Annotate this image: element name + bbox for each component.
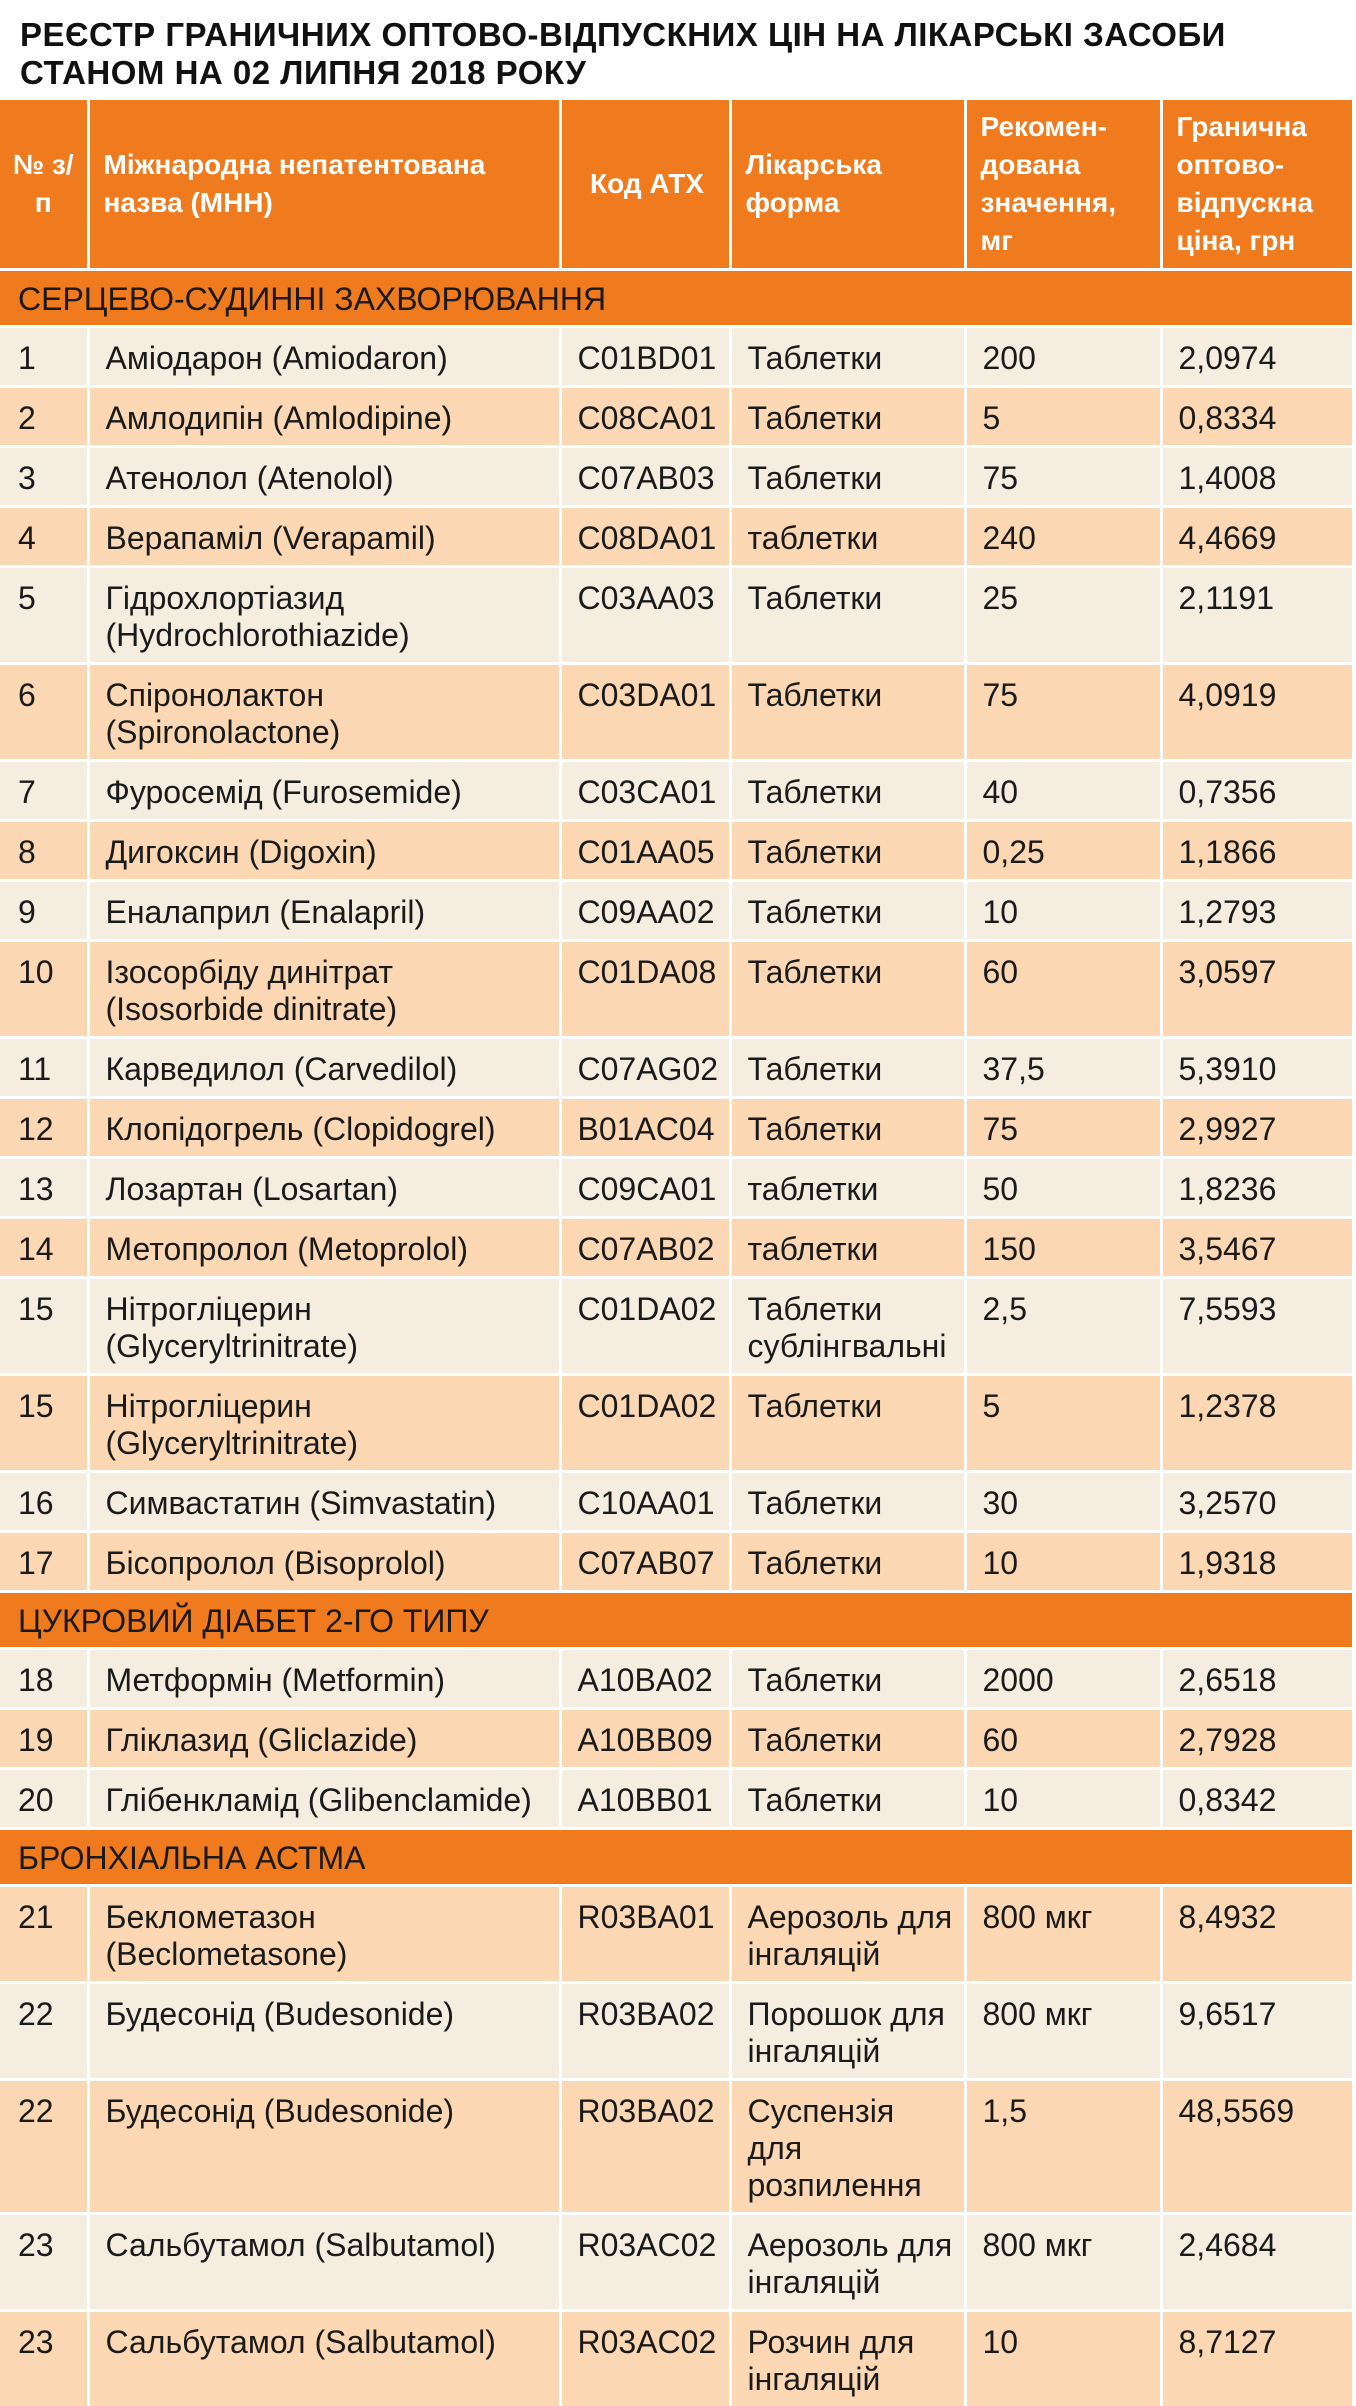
section-title: БРОНХІАЛЬНА АСТМА [0, 1829, 1352, 1886]
cell-form: Таблетки [730, 1769, 965, 1829]
cell-form: Таблетки [730, 567, 965, 664]
table-row [0, 1158, 1352, 1218]
cell-atc: C07AB02 [560, 1218, 730, 1278]
cell-dose: 800 мкг [965, 2214, 1161, 2311]
cell-atc: R03AC02 [560, 2214, 730, 2311]
table-row [0, 1375, 1352, 1472]
cell-form: Таблетки [730, 761, 965, 821]
cell-dose: 0,25 [965, 821, 1161, 881]
cell-form: Порошок для інгаляцій [730, 1983, 965, 2080]
cell-form: Розчин для інгаляцій [730, 2311, 965, 2406]
cell-name: Фуросемід (Furosemide) [88, 761, 560, 821]
cell-dose: 40 [965, 761, 1161, 821]
cell-dose: 10 [965, 881, 1161, 941]
cell-num: 15 [0, 1278, 88, 1375]
cell-price: 1,9318 [1161, 1532, 1352, 1592]
table-row [0, 447, 1352, 507]
table-header [0, 100, 1352, 270]
cell-atc: R03AC02 [560, 2311, 730, 2406]
section-title: СЕРЦЕВО-СУДИННІ ЗАХВОРЮВАННЯ [0, 270, 1352, 327]
cell-dose: 60 [965, 1709, 1161, 1769]
table-row [0, 1649, 1352, 1709]
table-row [0, 2311, 1352, 2406]
cell-name: Еналаприл (Enalapril) [88, 881, 560, 941]
cell-num: 18 [0, 1649, 88, 1709]
table-row [0, 507, 1352, 567]
table-row [0, 1472, 1352, 1532]
table-row [0, 1886, 1352, 1983]
cell-atc: A10BA02 [560, 1649, 730, 1709]
table-row [0, 1098, 1352, 1158]
cell-form: Таблетки сублінгвальні [730, 1278, 965, 1375]
cell-dose: 60 [965, 941, 1161, 1038]
cell-num: 15 [0, 1375, 88, 1472]
cell-price: 3,5467 [1161, 1218, 1352, 1278]
cell-price: 1,1866 [1161, 821, 1352, 881]
header-form: Лікарська форма [730, 100, 965, 270]
header-name: Міжнародна непатентована назва (МНН) [88, 100, 560, 270]
cell-num: 16 [0, 1472, 88, 1532]
table-row [0, 1983, 1352, 2080]
cell-num: 20 [0, 1769, 88, 1829]
cell-name: Будесонід (Budesonide) [88, 1983, 560, 2080]
cell-price: 9,6517 [1161, 1983, 1352, 2080]
table-row [0, 1532, 1352, 1592]
cell-atc: C09AA02 [560, 881, 730, 941]
section-title: ЦУКРОВИЙ ДІАБЕТ 2-ГО ТИПУ [0, 1592, 1352, 1649]
cell-name: Будесонід (Budesonide) [88, 2080, 560, 2214]
cell-form: Суспензія для розпилення [730, 2080, 965, 2214]
cell-price: 2,9927 [1161, 1098, 1352, 1158]
cell-name: Верапаміл (Verapamil) [88, 507, 560, 567]
table-row [0, 1038, 1352, 1098]
cell-name: Сальбутамол (Salbutamol) [88, 2214, 560, 2311]
cell-atc: A10BB09 [560, 1709, 730, 1769]
price-register-table [0, 100, 1352, 2406]
cell-dose: 50 [965, 1158, 1161, 1218]
cell-num: 22 [0, 1983, 88, 2080]
cell-name: Глібенкламід (Glibenclamide) [88, 1769, 560, 1829]
cell-num: 1 [0, 327, 88, 387]
cell-dose: 2000 [965, 1649, 1161, 1709]
cell-name: Гідрохлортіазид (Hydrochlorothiazide) [88, 567, 560, 664]
cell-form: Таблетки [730, 447, 965, 507]
cell-atc: C03CA01 [560, 761, 730, 821]
cell-atc: A10BB01 [560, 1769, 730, 1829]
cell-name: Метформін (Metformin) [88, 1649, 560, 1709]
cell-dose: 150 [965, 1218, 1161, 1278]
cell-name: Гліклазид (Gliclazide) [88, 1709, 560, 1769]
table-row [0, 821, 1352, 881]
cell-name: Беклометазон (Beclometasone) [88, 1886, 560, 1983]
cell-form: Таблетки [730, 881, 965, 941]
table-row [0, 664, 1352, 761]
cell-atc: C01AA05 [560, 821, 730, 881]
cell-atc: C03AA03 [560, 567, 730, 664]
cell-form: Таблетки [730, 941, 965, 1038]
cell-price: 0,7356 [1161, 761, 1352, 821]
cell-atc: C03DA01 [560, 664, 730, 761]
cell-dose: 5 [965, 387, 1161, 447]
cell-dose: 800 мкг [965, 1983, 1161, 2080]
table-row [0, 1218, 1352, 1278]
table-row [0, 2214, 1352, 2311]
cell-name: Симвастатин (Simvastatin) [88, 1472, 560, 1532]
cell-num: 5 [0, 567, 88, 664]
cell-form: таблетки [730, 1218, 965, 1278]
cell-form: Таблетки [730, 327, 965, 387]
cell-form: Таблетки [730, 1098, 965, 1158]
table-row [0, 941, 1352, 1038]
table-row [0, 1278, 1352, 1375]
cell-num: 14 [0, 1218, 88, 1278]
table-row [0, 2080, 1352, 2214]
table-row [0, 761, 1352, 821]
cell-num: 19 [0, 1709, 88, 1769]
cell-atc: R03BA01 [560, 1886, 730, 1983]
cell-num: 2 [0, 387, 88, 447]
cell-dose: 200 [965, 327, 1161, 387]
cell-form: Таблетки [730, 1375, 965, 1472]
page-title [20, 16, 1336, 92]
cell-price: 3,2570 [1161, 1472, 1352, 1532]
cell-atc: C08CA01 [560, 387, 730, 447]
cell-name: Бісопролол (Bisoprolol) [88, 1532, 560, 1592]
cell-price: 8,4932 [1161, 1886, 1352, 1983]
cell-dose: 10 [965, 2311, 1161, 2406]
table-row [0, 881, 1352, 941]
cell-form: Таблетки [730, 1532, 965, 1592]
cell-atc: R03BA02 [560, 2080, 730, 2214]
cell-name: Атенолол (Atenolol) [88, 447, 560, 507]
cell-num: 10 [0, 941, 88, 1038]
cell-name: Спіронолактон (Spironolactone) [88, 664, 560, 761]
cell-dose: 2,5 [965, 1278, 1161, 1375]
cell-price: 4,4669 [1161, 507, 1352, 567]
cell-name: Дигоксин (Digoxin) [88, 821, 560, 881]
cell-price: 1,2793 [1161, 881, 1352, 941]
cell-price: 1,2378 [1161, 1375, 1352, 1472]
cell-dose: 10 [965, 1769, 1161, 1829]
section-row [0, 270, 1352, 327]
cell-form: таблетки [730, 507, 965, 567]
cell-dose: 75 [965, 664, 1161, 761]
title-line-1: РЕЄСТР ГРАНИЧНИХ ОПТОВО-ВІДПУСКНИХ ЦІН НА ЛІКАРСЬКІ ЗАСОБИ [20, 16, 1336, 54]
cell-num: 3 [0, 447, 88, 507]
cell-num: 21 [0, 1886, 88, 1983]
cell-dose: 75 [965, 1098, 1161, 1158]
cell-num: 23 [0, 2214, 88, 2311]
cell-num: 11 [0, 1038, 88, 1098]
cell-dose: 5 [965, 1375, 1161, 1472]
cell-price: 7,5593 [1161, 1278, 1352, 1375]
cell-dose: 37,5 [965, 1038, 1161, 1098]
cell-price: 2,7928 [1161, 1709, 1352, 1769]
cell-atc: C01DA02 [560, 1375, 730, 1472]
cell-num: 7 [0, 761, 88, 821]
header-price: Гранична оптово-відпускна ціна, грн [1161, 100, 1352, 270]
cell-num: 23 [0, 2311, 88, 2406]
cell-atc: C01DA08 [560, 941, 730, 1038]
cell-atc: B01AC04 [560, 1098, 730, 1158]
cell-dose: 800 мкг [965, 1886, 1161, 1983]
cell-atc: C07AG02 [560, 1038, 730, 1098]
cell-name: Карведилол (Carvedilol) [88, 1038, 560, 1098]
cell-atc: C07AB03 [560, 447, 730, 507]
table-row [0, 1769, 1352, 1829]
cell-name: Сальбутамол (Salbutamol) [88, 2311, 560, 2406]
cell-num: 17 [0, 1532, 88, 1592]
cell-dose: 75 [965, 447, 1161, 507]
cell-num: 8 [0, 821, 88, 881]
cell-form: Таблетки [730, 821, 965, 881]
cell-atc: C09CA01 [560, 1158, 730, 1218]
cell-form: Аерозоль для інгаляцій [730, 2214, 965, 2311]
cell-form: Таблетки [730, 664, 965, 761]
cell-atc: R03BA02 [560, 1983, 730, 2080]
cell-name: Ізосорбіду динітрат (Isosorbide dinitrate) [88, 941, 560, 1038]
title-line-2: СТАНОМ НА 02 ЛИПНЯ 2018 РОКУ [20, 54, 1336, 92]
cell-form: Таблетки [730, 1472, 965, 1532]
cell-num: 13 [0, 1158, 88, 1218]
table-row [0, 387, 1352, 447]
cell-atc: C07AB07 [560, 1532, 730, 1592]
cell-price: 2,0974 [1161, 327, 1352, 387]
cell-name: Метопролол (Metoprolol) [88, 1218, 560, 1278]
header-row [0, 100, 1352, 270]
cell-price: 3,0597 [1161, 941, 1352, 1038]
cell-price: 4,0919 [1161, 664, 1352, 761]
cell-atc: C10AA01 [560, 1472, 730, 1532]
cell-name: Нітрогліцерин (Glyceryltrinitrate) [88, 1278, 560, 1375]
cell-price: 0,8334 [1161, 387, 1352, 447]
cell-dose: 30 [965, 1472, 1161, 1532]
cell-price: 48,5569 [1161, 2080, 1352, 2214]
cell-name: Амлодипін (Amlodipine) [88, 387, 560, 447]
cell-form: Аерозоль для інгаляцій [730, 1886, 965, 1983]
cell-price: 1,4008 [1161, 447, 1352, 507]
cell-name: Аміодарон (Amiodaron) [88, 327, 560, 387]
price-register-table-wrap [0, 100, 1356, 2406]
cell-price: 8,7127 [1161, 2311, 1352, 2406]
cell-num: 22 [0, 2080, 88, 2214]
header-dose: Рекомен-дована значення, мг [965, 100, 1161, 270]
cell-name: Лозартан (Losartan) [88, 1158, 560, 1218]
header-atc: Код АТХ [560, 100, 730, 270]
header-num: № з/п [0, 100, 88, 270]
cell-form: Таблетки [730, 1038, 965, 1098]
cell-price: 2,6518 [1161, 1649, 1352, 1709]
table-row [0, 1709, 1352, 1769]
cell-name: Нітрогліцерин (Glyceryltrinitrate) [88, 1375, 560, 1472]
cell-dose: 25 [965, 567, 1161, 664]
cell-dose: 10 [965, 1532, 1161, 1592]
cell-form: Таблетки [730, 1709, 965, 1769]
cell-name: Клопідогрель (Clopidogrel) [88, 1098, 560, 1158]
cell-price: 2,4684 [1161, 2214, 1352, 2311]
cell-price: 5,3910 [1161, 1038, 1352, 1098]
cell-price: 1,8236 [1161, 1158, 1352, 1218]
cell-atc: C08DA01 [560, 507, 730, 567]
cell-form: Таблетки [730, 1649, 965, 1709]
cell-dose: 240 [965, 507, 1161, 567]
table-body [0, 270, 1352, 2406]
cell-num: 12 [0, 1098, 88, 1158]
cell-price: 2,1191 [1161, 567, 1352, 664]
table-row [0, 327, 1352, 387]
cell-price: 0,8342 [1161, 1769, 1352, 1829]
cell-atc: C01DA02 [560, 1278, 730, 1375]
section-row [0, 1829, 1352, 1886]
cell-num: 6 [0, 664, 88, 761]
section-row [0, 1592, 1352, 1649]
cell-form: таблетки [730, 1158, 965, 1218]
table-row [0, 567, 1352, 664]
cell-num: 4 [0, 507, 88, 567]
cell-atc: C01BD01 [560, 327, 730, 387]
cell-num: 9 [0, 881, 88, 941]
cell-dose: 1,5 [965, 2080, 1161, 2214]
cell-form: Таблетки [730, 387, 965, 447]
